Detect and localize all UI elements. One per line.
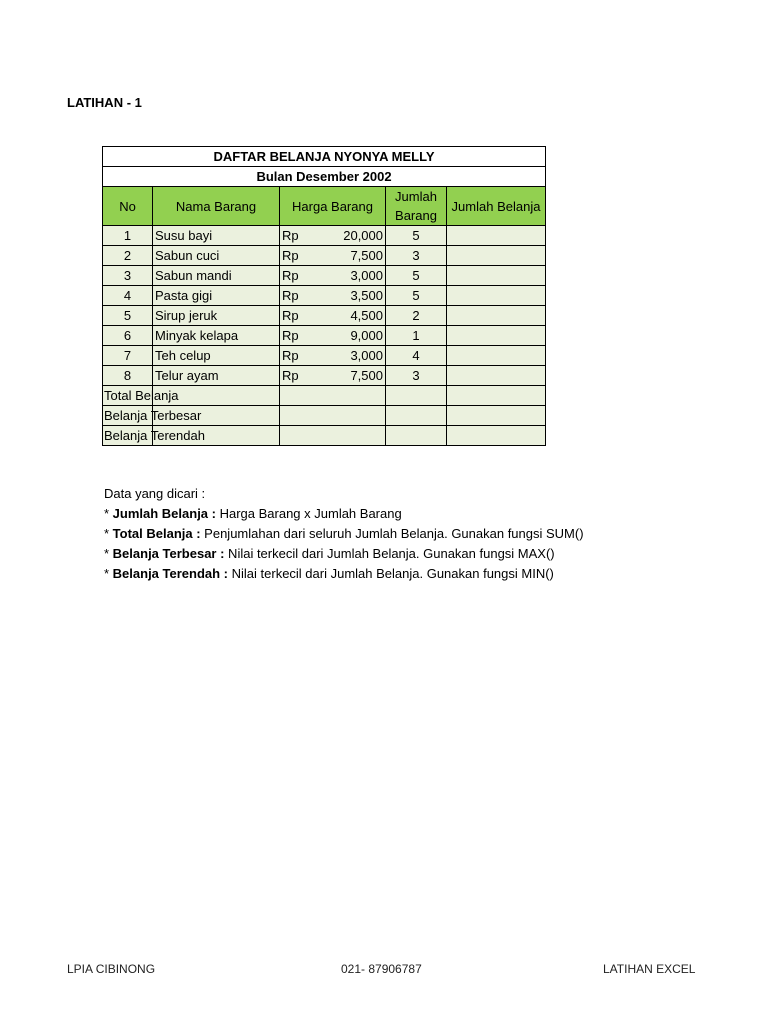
summary-label-cell[interactable] bbox=[103, 426, 205, 446]
cell-belanja[interactable] bbox=[447, 246, 546, 266]
note-bullet: * bbox=[104, 526, 113, 541]
cell-harga[interactable] bbox=[280, 346, 386, 366]
cell-belanja[interactable] bbox=[447, 346, 546, 366]
cell-harga[interactable] bbox=[280, 306, 386, 326]
cell-no[interactable]: 6 bbox=[103, 326, 153, 346]
currency-label: Rp bbox=[282, 348, 299, 363]
cell-nama[interactable]: Teh celup bbox=[153, 346, 280, 366]
summary-empty-cell[interactable] bbox=[386, 386, 447, 406]
summary-empty-cell[interactable] bbox=[280, 406, 386, 426]
currency-label: Rp bbox=[282, 288, 299, 303]
notes bbox=[104, 484, 584, 584]
column-header-jumlah-line2: Barang bbox=[395, 208, 437, 223]
cell-belanja[interactable] bbox=[447, 326, 546, 346]
note-text: Harga Barang x Jumlah Barang bbox=[215, 506, 402, 521]
summary-row bbox=[103, 426, 546, 446]
cell-harga[interactable] bbox=[280, 226, 386, 246]
note-text: Nilai terkecil dari Jumlah Belanja. Gunakan fungsi MAX() bbox=[224, 546, 555, 561]
cell-nama[interactable]: Sabun mandi bbox=[153, 266, 280, 286]
cell-nama[interactable]: Sabun cuci bbox=[153, 246, 280, 266]
cell-jumlah[interactable]: 1 bbox=[386, 326, 447, 346]
column-header-nama[interactable]: Nama Barang bbox=[153, 187, 280, 226]
summary-empty-cell[interactable] bbox=[280, 426, 386, 446]
footer-center: 021- 87906787 bbox=[341, 962, 422, 976]
summary-label-cell[interactable] bbox=[103, 386, 179, 406]
shopping-table bbox=[102, 146, 546, 446]
column-header-no[interactable]: No bbox=[103, 187, 153, 226]
cell-belanja[interactable] bbox=[447, 266, 546, 286]
currency-label: Rp bbox=[282, 368, 299, 383]
table-row bbox=[103, 226, 546, 246]
table-row bbox=[103, 286, 546, 306]
cell-nama[interactable]: Pasta gigi bbox=[153, 286, 280, 306]
cell-belanja[interactable] bbox=[447, 286, 546, 306]
note-item bbox=[104, 544, 584, 564]
cell-belanja[interactable] bbox=[447, 366, 546, 386]
page-title: LATIHAN - 1 bbox=[67, 95, 142, 110]
summary-label: Belanja Terendah bbox=[104, 428, 205, 443]
summary-empty-cell[interactable] bbox=[280, 386, 386, 406]
note-term: Belanja Terbesar : bbox=[112, 546, 225, 561]
cell-jumlah[interactable]: 3 bbox=[386, 246, 447, 266]
note-item bbox=[104, 564, 584, 584]
currency-label: Rp bbox=[282, 308, 299, 323]
column-header-harga[interactable]: Harga Barang bbox=[280, 187, 386, 226]
cell-no[interactable]: 8 bbox=[103, 366, 153, 386]
cell-belanja[interactable] bbox=[447, 226, 546, 246]
footer-right: LATIHAN EXCEL bbox=[603, 962, 696, 976]
cell-harga[interactable] bbox=[280, 246, 386, 266]
price-value: 3,000 bbox=[350, 348, 383, 363]
cell-nama[interactable]: Sirup jeruk bbox=[153, 306, 280, 326]
note-bullet: * bbox=[104, 506, 113, 521]
column-header-jumlah[interactable] bbox=[386, 187, 447, 226]
note-bullet: * bbox=[104, 546, 113, 561]
currency-label: Rp bbox=[282, 268, 299, 283]
note-bullet: * bbox=[104, 566, 113, 581]
cell-no[interactable]: 3 bbox=[103, 266, 153, 286]
table-row bbox=[103, 326, 546, 346]
summary-row bbox=[103, 386, 546, 406]
cell-harga[interactable] bbox=[280, 326, 386, 346]
summary-value-cell[interactable] bbox=[447, 386, 546, 406]
note-term: Jumlah Belanja : bbox=[112, 506, 216, 521]
currency-label: Rp bbox=[282, 328, 299, 343]
summary-label: Total Belanja bbox=[104, 388, 179, 403]
note-term: Total Belanja : bbox=[112, 526, 201, 541]
table-heading: DAFTAR BELANJA NYONYA MELLY bbox=[103, 147, 546, 167]
cell-jumlah[interactable]: 5 bbox=[386, 226, 447, 246]
cell-jumlah[interactable]: 4 bbox=[386, 346, 447, 366]
currency-label: Rp bbox=[282, 248, 299, 263]
cell-jumlah[interactable]: 2 bbox=[386, 306, 447, 326]
cell-no[interactable]: 4 bbox=[103, 286, 153, 306]
table-row bbox=[103, 366, 546, 386]
cell-harga[interactable] bbox=[280, 366, 386, 386]
summary-label-cell[interactable] bbox=[103, 406, 202, 426]
column-header-jumlah-line1: Jumlah bbox=[395, 189, 437, 204]
table-subheading: Bulan Desember 2002 bbox=[103, 167, 546, 187]
table-row bbox=[103, 266, 546, 286]
note-term: Belanja Terendah : bbox=[112, 566, 229, 581]
cell-no[interactable]: 5 bbox=[103, 306, 153, 326]
summary-row bbox=[103, 406, 546, 426]
cell-nama[interactable]: Telur ayam bbox=[153, 366, 280, 386]
price-value: 3,000 bbox=[350, 268, 383, 283]
currency-label: Rp bbox=[282, 228, 299, 243]
cell-nama[interactable]: Susu bayi bbox=[153, 226, 280, 246]
price-value: 3,500 bbox=[350, 288, 383, 303]
summary-value-cell[interactable] bbox=[447, 426, 546, 446]
cell-no[interactable]: 1 bbox=[103, 226, 153, 246]
footer-left: LPIA CIBINONG bbox=[67, 962, 156, 976]
summary-value-cell[interactable] bbox=[447, 406, 546, 426]
cell-jumlah[interactable]: 5 bbox=[386, 266, 447, 286]
cell-harga[interactable] bbox=[280, 266, 386, 286]
notes-intro: Data yang dicari : bbox=[104, 486, 206, 501]
cell-belanja[interactable] bbox=[447, 306, 546, 326]
column-header-belanja[interactable]: Jumlah Belanja bbox=[447, 187, 546, 226]
price-value: 4,500 bbox=[350, 308, 383, 323]
price-value: 7,500 bbox=[350, 368, 383, 383]
summary-empty-cell[interactable] bbox=[386, 406, 447, 426]
cell-nama[interactable]: Minyak kelapa bbox=[153, 326, 280, 346]
cell-no[interactable]: 7 bbox=[103, 346, 153, 366]
note-item bbox=[104, 524, 584, 544]
cell-jumlah[interactable]: 3 bbox=[386, 366, 447, 386]
summary-label: Belanja Terbesar bbox=[104, 408, 202, 423]
price-value: 7,500 bbox=[350, 248, 383, 263]
cell-no[interactable]: 2 bbox=[103, 246, 153, 266]
table-row bbox=[103, 306, 546, 326]
note-item bbox=[104, 504, 584, 524]
price-value: 9,000 bbox=[350, 328, 383, 343]
price-value: 20,000 bbox=[343, 228, 383, 243]
note-text: Nilai terkecil dari Jumlah Belanja. Gunakan fungsi MIN() bbox=[228, 566, 554, 581]
cell-jumlah[interactable]: 5 bbox=[386, 286, 447, 306]
table-row bbox=[103, 346, 546, 366]
note-text: Penjumlahan dari seluruh Jumlah Belanja. Gunakan fungsi SUM() bbox=[200, 526, 584, 541]
table-row bbox=[103, 246, 546, 266]
summary-empty-cell[interactable] bbox=[386, 426, 447, 446]
cell-harga[interactable] bbox=[280, 286, 386, 306]
